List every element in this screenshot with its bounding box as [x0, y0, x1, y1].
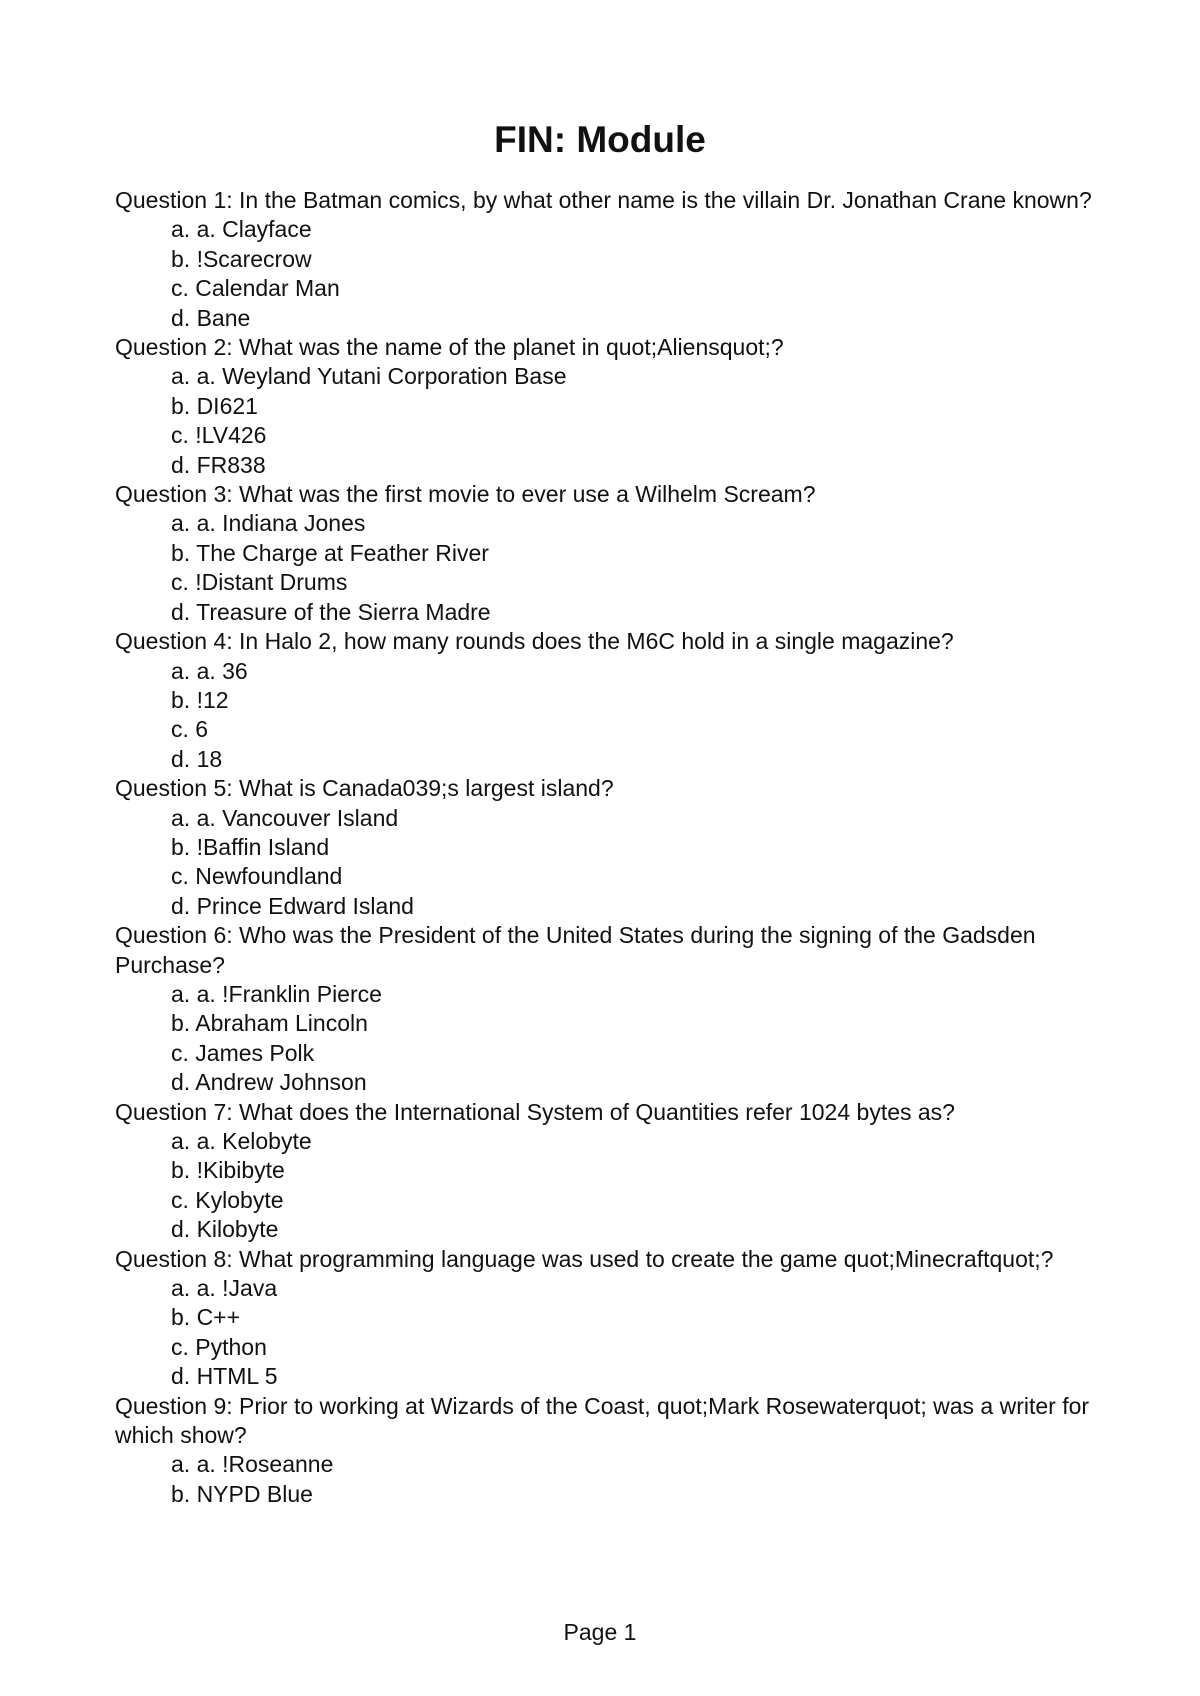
- option-b: b. !Kibibyte: [171, 1157, 285, 1184]
- option-d: d. Andrew Johnson: [171, 1069, 367, 1096]
- option-b: b. DI621: [171, 392, 258, 419]
- option-c: c. Newfoundland: [171, 863, 343, 890]
- option-list: [115, 215, 1095, 333]
- option-d: d. 18: [171, 745, 223, 772]
- option-a: a. a. !Java: [171, 1275, 278, 1302]
- question-5: [115, 774, 1095, 921]
- option-d: d. Prince Edward Island: [171, 892, 414, 919]
- option-list: [115, 804, 1095, 922]
- option-d: d. HTML 5: [171, 1363, 278, 1390]
- option-a: a. a. Kelobyte: [171, 1128, 312, 1154]
- option-a: a. a. Indiana Jones: [171, 510, 366, 537]
- option-b: b. !Scarecrow: [171, 245, 312, 272]
- option-d: d. Bane: [171, 304, 251, 331]
- question-text: Question 1: In the Batman comics, by what other name is the villain Dr. Jonathan Crane known?: [115, 187, 1092, 213]
- question-text: Question 4: In Halo 2, how many rounds does the M6C hold in a single magazine?: [115, 628, 954, 655]
- option-c: c. Kylobyte: [171, 1186, 284, 1213]
- question-8: [115, 1245, 1095, 1392]
- page-number: Page 1: [563, 1619, 637, 1645]
- option-list: [115, 509, 1095, 627]
- option-d: d. Kilobyte: [171, 1216, 279, 1243]
- option-c: c. Python: [171, 1333, 267, 1360]
- option-b: b. NYPD Blue: [171, 1480, 313, 1507]
- option-d: d. FR838: [171, 451, 266, 478]
- question-7: [115, 1098, 1095, 1245]
- question-text: Question 8: What programming language was used to create the game quot;Minecraftquot;?: [115, 1245, 1054, 1272]
- question-text: Question 7: What does the International System of Quantities refer 1024 bytes as?: [115, 1098, 955, 1125]
- option-a: a. a. !Roseanne: [171, 1451, 334, 1478]
- option-c: c. !Distant Drums: [171, 569, 348, 596]
- option-b: b. !Baffin Island: [171, 833, 330, 860]
- option-a: a. a. Vancouver Island: [171, 804, 399, 831]
- option-list: [115, 657, 1095, 775]
- option-a: a. a. Clayface: [171, 216, 312, 243]
- option-b: b. C++: [171, 1304, 241, 1331]
- option-c: c. !LV426: [171, 422, 267, 449]
- question-2: [115, 333, 1095, 480]
- option-list: [115, 980, 1095, 1098]
- option-a: a. a. !Franklin Pierce: [171, 980, 382, 1007]
- option-d: d. Treasure of the Sierra Madre: [171, 598, 491, 625]
- question-text: Question 3: What was the first movie to ever use a Wilhelm Scream?: [115, 481, 816, 508]
- question-text: Question 6: Who was the President of the United States during the signing of the Gadsden Purchase?: [115, 922, 1036, 978]
- question-3: [115, 480, 1095, 627]
- option-list: [115, 1450, 1095, 1509]
- question-4: [115, 627, 1095, 774]
- option-a: a. a. Weyland Yutani Corporation Base: [171, 363, 567, 390]
- question-text: Question 5: What is Canada039;s largest island?: [115, 775, 614, 802]
- option-c: c. 6: [171, 716, 209, 743]
- question-text: Question 2: What was the name of the planet in quot;Aliensquot;?: [115, 334, 784, 361]
- question-9: [115, 1392, 1095, 1510]
- option-list: [115, 362, 1095, 480]
- option-c: c. Calendar Man: [171, 275, 340, 302]
- option-a: a. a. 36: [171, 657, 248, 684]
- option-list: [115, 1127, 1095, 1245]
- option-b: b. The Charge at Feather River: [171, 539, 489, 566]
- document-title: FIN: Module: [494, 119, 706, 160]
- question-6: [115, 921, 1095, 1097]
- question-1: [115, 186, 1095, 333]
- question-list: [115, 186, 1095, 1509]
- option-list: [115, 1274, 1095, 1392]
- option-c: c. James Polk: [171, 1039, 315, 1066]
- question-text: Question 9: Prior to working at Wizards of the Coast, quot;Mark Rosewaterquot; was a writer for which show?: [115, 1392, 1090, 1449]
- option-b: b. Abraham Lincoln: [171, 1010, 368, 1037]
- option-b: b. !12: [171, 686, 229, 713]
